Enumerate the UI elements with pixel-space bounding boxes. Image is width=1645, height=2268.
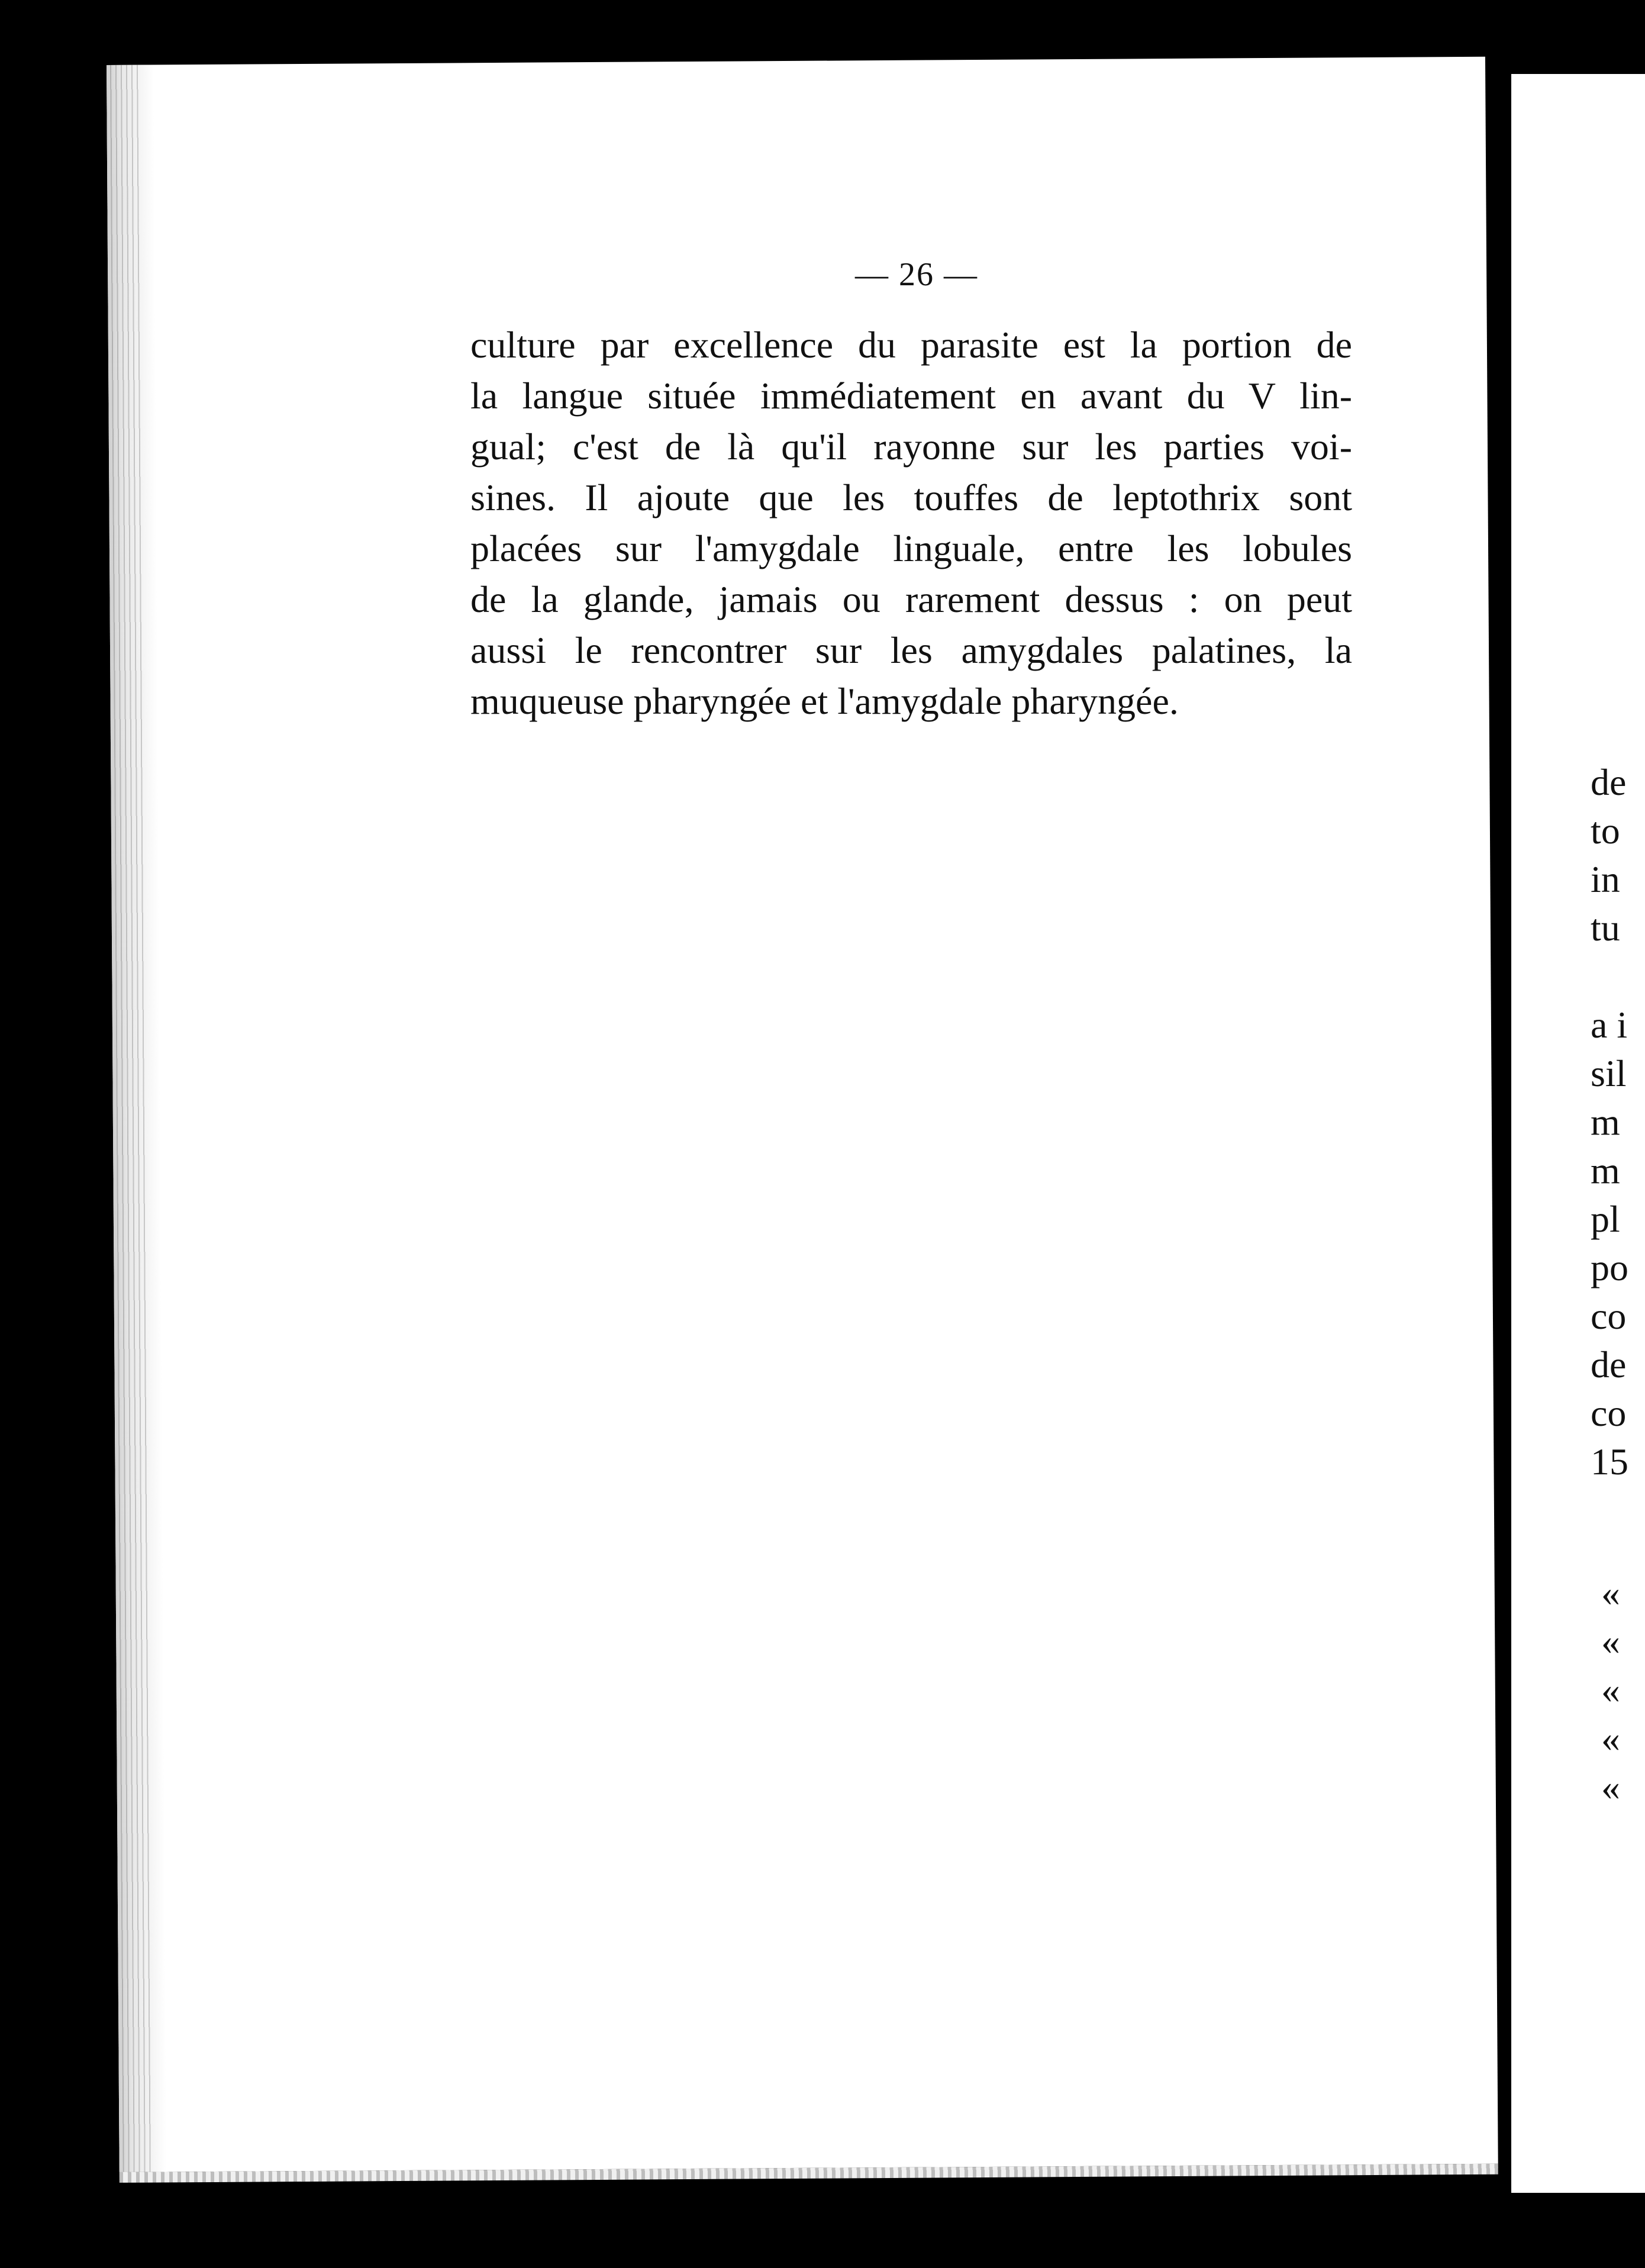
next-page-edge xyxy=(1503,74,1511,2193)
next-page-fragment: « xyxy=(1601,1621,1620,1663)
next-page-fragment: « xyxy=(1601,1572,1620,1614)
next-page-fragment: in xyxy=(1591,858,1620,900)
next-page-fragment: « xyxy=(1601,1718,1620,1760)
text-line: gual; c'est de là qu'il rayonne sur les parties voi- xyxy=(470,426,1352,468)
next-page-fragment: tu xyxy=(1591,907,1620,949)
next-page-fragment: de xyxy=(1591,1344,1627,1386)
text-line: muqueuse pharyngée et l'amygdale pharyngée. xyxy=(470,680,1179,722)
next-page-fragment: co xyxy=(1591,1295,1627,1337)
next-page-fragment: pl xyxy=(1591,1198,1620,1240)
next-page-fragment: « xyxy=(1601,1766,1620,1808)
text-line: de la glande, jamais ou rarement dessus : on peut xyxy=(470,578,1352,620)
text-line: placées sur l'amygdale linguale, entre les lobules xyxy=(470,527,1352,569)
page-bottom-edge xyxy=(120,2164,1498,2183)
body-paragraph xyxy=(470,320,1352,727)
text-line: la langue située immédiatement en avant du V lin- xyxy=(470,375,1352,417)
next-page-fragment: a i xyxy=(1591,1004,1628,1046)
next-page-fragment: co xyxy=(1591,1392,1627,1434)
next-page-fragment: po xyxy=(1591,1246,1628,1288)
next-page-fragment: « xyxy=(1601,1669,1620,1711)
next-page-fragment: m xyxy=(1591,1149,1620,1191)
next-page-fragment: 15 xyxy=(1591,1441,1628,1483)
page-number: — 26 — xyxy=(855,256,978,293)
next-page-fragment: de xyxy=(1591,761,1627,803)
next-page xyxy=(1503,74,1645,2193)
text-line: sines. Il ajoute que les touffes de leptothrix sont xyxy=(470,476,1352,518)
next-page-fragment: sil xyxy=(1591,1052,1627,1094)
text-line: culture par excellence du parasite est la portion de xyxy=(470,324,1352,366)
next-page-fragment: m xyxy=(1591,1101,1620,1143)
next-page-fragment: to xyxy=(1591,810,1620,852)
text-line: aussi le rencontrer sur les amygdales palatines, la xyxy=(470,629,1352,671)
